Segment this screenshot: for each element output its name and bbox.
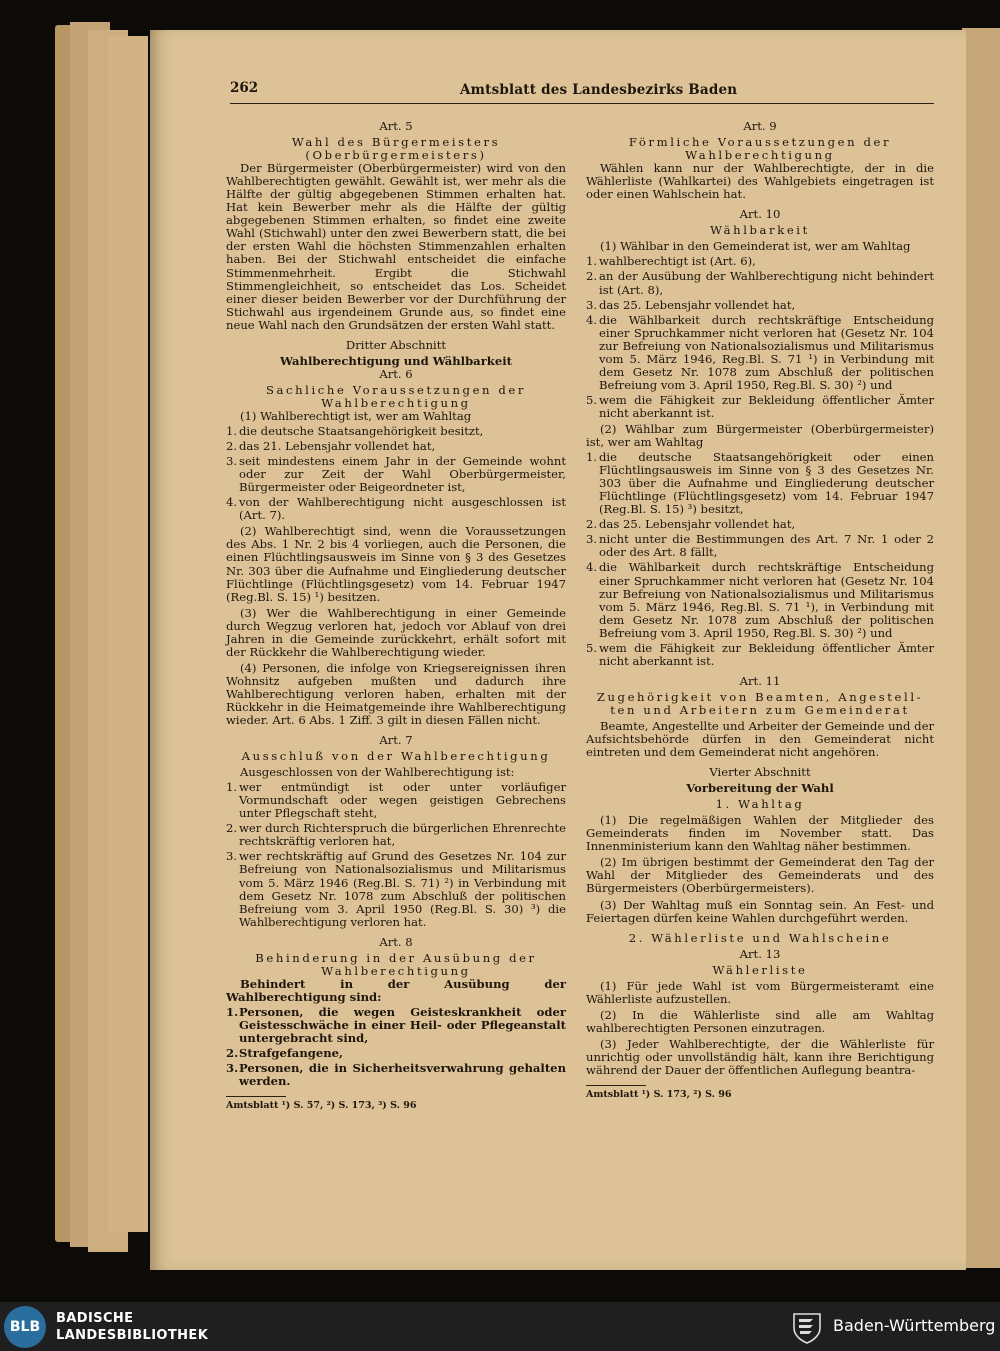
list-item-number: 1. [226, 1004, 239, 1019]
paragraph: Der Bürgermeister (Oberbürgermeister) wird von den Wahlberechtigten gewählt. Gewählt ist, wer mehr als die Hälfte der gültig abgegebenen Stimmen erhalten hat. Hat kein Bewerber mehr als die Hälfte der gültig abgegebenen Stimmen erhalten, so findet eine zweite Wahl (Stichwahl) unter den zwei Bewerbern statt, die bei der ersten Wahl die höchsten Stimmenzahlen erhalten haben. Bei der Stichwahl entscheidet die einfache Stimmenmehrheit. Ergibt die Stichwahl Stimmengleichheit, so entscheidet das Los. Scheidet einer dieser beiden Bewerber vor der Durchführung der Stichwahl aus irgendeinem Grunde aus, so findet eine neue Wahl nach den Grundsätzen der ersten Wahl statt. [226, 161, 566, 332]
list-item-text: Strafgefangene, [239, 1046, 344, 1061]
viewer-footer [0, 1302, 1000, 1351]
page-edge [108, 36, 148, 1232]
right-column [586, 120, 934, 1101]
list [586, 255, 934, 420]
list-item-number: 5. [586, 640, 598, 655]
list-item-number: 1. [586, 254, 598, 269]
list-item-text: die Wählbarkeit durch rechtskräftige Entscheidung einer Spruchkammer nicht verloren hat (Gesetz Nr. 104 zur Befreiung von Nationalsozialismus und Militarismus vom 5. März 1946, Reg.Bl. S. 71 ¹) in Verbindung mit dem Gesetz Nr. 1078 zum Abschluß der politischen Befreiung vom 3. April 1950, Reg.Bl. S. 30) ²) und [599, 312, 934, 392]
list-item [586, 394, 934, 420]
list-item [226, 850, 566, 928]
journal-title: Amtsblatt des Landesbezirks Baden [460, 82, 738, 98]
library-name[interactable] [56, 1310, 208, 1344]
list [586, 451, 934, 668]
left-column [226, 120, 566, 1112]
paragraph: Beamte, Angestellte und Arbeiter der Gemeinde und der Aufsichtsbehörde dürfen in den Gemeinderat nicht eintreten und dem Gemeinderat nicht angehören. [586, 718, 934, 760]
list-item-text: wer durch Richterspruch die bürgerlichen Ehrenrechte rechtskräftig verloren hat, [239, 821, 566, 849]
list-item [226, 440, 566, 453]
footnote-rule [586, 1085, 646, 1086]
list-item-number: 3. [586, 297, 598, 312]
article-number: Art. 6 [379, 366, 413, 381]
paragraph: (2) Im übrigen bestimmt der Gemeinderat den Tag der Wahl der Mitglieder des Gemeinderats und des Bürgermeisters (Oberbürgermeisters). [586, 855, 934, 896]
section-heading: Vierter Abschnitt [709, 765, 811, 780]
article-number: Art. 10 [739, 207, 781, 222]
list-item-text: die Wählbarkeit durch rechtskräftige Entscheidung einer Spruchkammer nicht verloren hat (Gesetz Nr. 104 zur Befreiung von Nationalsozialismus und Militarismus vom 5. März 1946, Reg.Bl. S. 71 ¹), in Verbindung mit dem Gesetz Nr. 1078 zum Abschluß der politischen Befreiung vom 3. April 1950, Reg.Bl. S. 30) ²) und [599, 560, 934, 640]
list-item-number: 2. [586, 269, 598, 284]
article-title: Wählerliste [712, 962, 808, 977]
paragraph: (3) Jeder Wahlberechtigte, der die Wählerliste für unrichtig oder unvollständig hält, kann ihre Berichtigung während der Dauer der öffentlichen Auflegung beantra- [586, 1036, 934, 1078]
list-item [226, 425, 566, 438]
article-title: ten und Arbeitern zum Gemeinderat [610, 702, 910, 717]
subsection-title: 1. Wahltag [715, 797, 805, 812]
paragraph: (1) Für jede Wahl ist vom Bürgermeisteramt eine Wählerliste aufzustellen. [586, 978, 934, 1006]
list-item [226, 496, 566, 522]
list-item-number: 4. [586, 560, 598, 575]
list-item-text: das 25. Lebensjahr vollendet hat, [599, 297, 796, 312]
footnote: Amtsblatt ¹) S. 173, ²) S. 96 [586, 1089, 732, 1101]
list-item-text: wer entmündigt ist oder unter vorläufiger Vormundschaft oder wegen geistigen Gebrechens unter Pflegschaft steht, [239, 780, 566, 821]
footnote: Amtsblatt ¹) S. 57, ²) S. 173, ³) S. 96 [226, 1100, 417, 1112]
article-number: Art. 8 [379, 934, 413, 949]
list-item [226, 781, 566, 820]
article-number: Art. 7 [379, 733, 413, 748]
list-item-number: 3. [586, 532, 598, 547]
list-item-text: von der Wahlberechtigung nicht ausgeschlossen ist (Art. 7). [239, 495, 566, 523]
list-item-text: seit mindestens einem Jahr in der Gemeinde wohnt oder zur Zeit der Wahl Oberbürgermeister, Bürgermeister oder Beigeordneter ist, [239, 454, 566, 495]
section-title: Wahlberechtigung und Wählbarkeit [280, 353, 512, 368]
page-header [230, 80, 934, 104]
list-item [226, 455, 566, 494]
paragraph: (4) Personen, die infolge von Kriegsereignissen ihren Wohnsitz aufgeben mußten und dadurch ihre Wahlberechtigung verloren haben, erhalten mit der Rückkehr in die Heimatgemeinde ihre Wahlberechtigung wieder. Art. 6 Abs. 1 Ziff. 3 gilt in diesen Fällen nicht. [226, 660, 566, 728]
article-number: Art. 13 [739, 946, 781, 961]
list-item-number: 1. [226, 780, 238, 795]
list-item [586, 533, 934, 559]
paragraph: (1) Wahlberechtigt ist, wer am Wahltag [240, 408, 472, 423]
list-item [586, 270, 934, 296]
list-item-number: 1. [226, 424, 238, 439]
section-title: Vorbereitung der Wahl [686, 781, 834, 796]
list-item-text: an der Ausübung der Wahlberechtigung nicht behindert ist (Art. 8), [599, 269, 934, 297]
list-item [226, 1062, 566, 1088]
list-item [586, 561, 934, 639]
paragraph: (2) Wahlberechtigt sind, wenn die Voraussetzungen des Abs. 1 Nr. 2 bis 4 vorliegen, auch die Personen, die einen Flüchtlingsausweis im Sinne von § 3 des Gesetzes Nr. 303 über die Aufnahme und Eingliederung deutscher Flüchtlinge (Flüchtlingsgesetz) vom 14. Februar 1947 (Reg.Bl. S. 15) ¹) besitzen. [226, 524, 566, 604]
list-item [226, 1047, 566, 1060]
section-heading: Dritter Abschnitt [345, 337, 447, 352]
paragraph: (1) Wählbar in den Gemeinderat ist, wer am Wahltag [600, 239, 911, 254]
article-title: Wahlberechtigung [321, 395, 471, 410]
article-title: Zugehörigkeit von Beamten, Angestell- [596, 689, 924, 704]
list-item-number: 3. [226, 454, 238, 469]
state-name[interactable]: Baden-Württemberg [833, 1316, 996, 1335]
three-lions-coat-of-arms-icon[interactable] [790, 1310, 824, 1344]
list-item-text: die deutsche Staatsangehörigkeit oder einen Flüchtlingsausweis im Sinne von § 3 des Gesetzes Nr. 303 über die Aufnahme und Eingliederung deutscher Flüchtlinge (Flüchtlingsgesetz) vom 14. Februar 1947 (Reg.Bl. S. 15) ³) besitzt, [599, 450, 934, 517]
list-item [586, 642, 934, 668]
article-title: Wählbarkeit [710, 223, 810, 238]
list [226, 1006, 566, 1088]
list-item-number: 2. [586, 517, 598, 532]
footnote-rule [226, 1096, 286, 1097]
paragraph: (3) Der Wahltag muß ein Sonntag sein. An Fest- und Feiertagen dürfen keine Wahlen durchgeführt werden. [586, 897, 934, 925]
list-item-text: Personen, die in Sicherheitsverwahrung gehalten werden. [239, 1061, 566, 1089]
subsection-title: 2. Wählerliste und Wahlscheine [628, 930, 892, 945]
list-item-text: wem die Fähigkeit zur Bekleidung öffentlicher Ämter nicht aberkannt ist. [599, 640, 934, 668]
paragraph: (2) In die Wählerliste sind alle am Wahltag wahlberechtigten Personen einzutragen. [586, 1007, 934, 1035]
paragraph: (2) Wählbar zum Bürgermeister (Oberbürgermeister) ist, wer am Wahltag [586, 421, 934, 450]
blb-logo-icon[interactable]: BLB [4, 1306, 46, 1348]
list-item-text: nicht unter die Bestimmungen des Art. 7 Nr. 1 oder 2 oder des Art. 8 fällt, [599, 532, 934, 560]
list-item [586, 314, 934, 392]
list-item-text: wahlberechtigt ist (Art. 6), [599, 254, 756, 269]
list-item-number: 2. [226, 439, 238, 454]
list-item [226, 1006, 566, 1045]
facing-page-edge [962, 28, 1000, 1268]
list-item-text: wem die Fähigkeit zur Bekleidung öffentlicher Ämter nicht aberkannt ist. [599, 392, 934, 420]
list-item-number: 4. [226, 495, 238, 510]
article-title: Förmliche Voraussetzungen der [628, 135, 892, 150]
article-title: Wahl des Bürgermeisters [291, 135, 501, 150]
article-number: Art. 9 [743, 119, 777, 133]
list [226, 425, 566, 522]
paragraph: (3) Wer die Wahlberechtigung in einer Gemeinde durch Wegzug verloren hat, jedoch vor Ablauf von drei Jahren in die Gemeinde zurückkehrt, erhält sofort mit der Rückkehr die Wahlberechtigung wieder. [226, 605, 566, 659]
paragraph: Wählen kann nur der Wahlberechtigte, der in die Wählerliste (Wahlkartei) des Wahlgebiets eingetragen ist oder einen Wahlschein hat. [586, 161, 934, 202]
page-number: 262 [230, 80, 259, 96]
list-item-text: Personen, die wegen Geisteskrankheit oder Geistesschwäche in einer Heil- oder Pflegeanstalt untergebracht sind, [239, 1004, 566, 1046]
list-item-number: 2. [226, 821, 238, 836]
article-title: Behinderung in der Ausübung der [255, 950, 537, 965]
list-item-number: 3. [226, 849, 238, 864]
paragraph: Behindert in der Ausübung der Wahlberechtigung sind: [226, 976, 566, 1004]
article-title: Wahlberechtigung [321, 963, 471, 978]
list-item [586, 299, 934, 312]
list-item-text: die deutsche Staatsangehörigkeit besitzt, [239, 424, 484, 439]
article-number: Art. 11 [739, 673, 781, 688]
list-item-text: das 25. Lebensjahr vollendet hat, [599, 517, 796, 532]
list-item-number: 1. [586, 450, 598, 465]
list-item-number: 3. [226, 1061, 239, 1076]
list-item-number: 4. [586, 312, 598, 327]
library-name-line: BADISCHE [56, 1311, 134, 1326]
paragraph: Ausgeschlossen von der Wahlberechtigung ist: [240, 765, 515, 780]
list-item-text: wer rechtskräftig auf Grund des Gesetzes Nr. 104 zur Befreiung von Nationalsozialismus und Militarismus vom 5. März 1946 (Reg.Bl. S. 71) ²) in Verbindung mit dem Gesetz Nr. 1078 zum Abschluß der politischen Befreiung vom 3. April 1950 (Reg.Bl. S. 30) ³) die Wahlberechtigung verloren hat. [239, 849, 566, 929]
article-title: Ausschluß von der Wahlberechtigung [241, 749, 551, 764]
list-item [586, 255, 934, 268]
article-number: Art. 5 [379, 119, 413, 133]
document-page [150, 30, 966, 1270]
paragraph: (1) Die regelmäßigen Wahlen der Mitglieder des Gemeinderats finden im November statt. Das Innenministerium kann den Wahltag näher bestimmen. [586, 813, 934, 854]
article-title: Wahlberechtigung [685, 148, 835, 163]
list-item [586, 451, 934, 516]
article-title: (Oberbürgermeisters) [305, 148, 487, 163]
list-item [586, 518, 934, 531]
list [226, 781, 566, 929]
list-item-number: 5. [586, 392, 598, 407]
article-title: Sachliche Voraussetzungen der [265, 382, 527, 397]
list-item-number: 2. [226, 1046, 239, 1061]
list-item-text: das 21. Lebensjahr vollendet hat, [239, 439, 436, 454]
library-name-line: LANDESBIBLIOTHEK [56, 1328, 209, 1343]
list-item [226, 822, 566, 848]
